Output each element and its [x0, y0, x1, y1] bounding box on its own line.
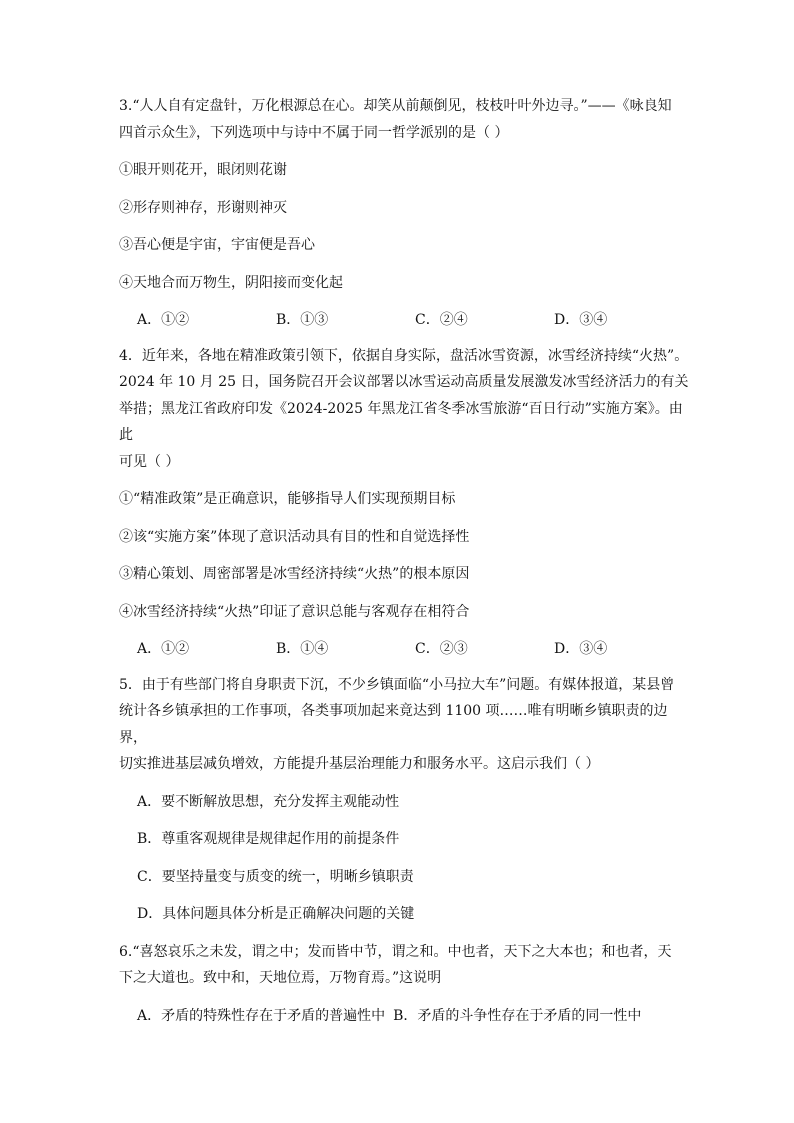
- question-5-stem-line-3: 切实推进基层减负增效，方能提升基层治理能力和服务水平。这启示我们（ ）: [119, 756, 600, 772]
- question-6-options: [119, 1003, 694, 1030]
- question-3-stem-line-1: 3.“人人自有定盘针，万化根源总在心。却笑从前颠倒见，枝枝叶叶外边寻。”——《咏良知: [119, 98, 672, 114]
- question-4: [119, 343, 694, 663]
- question-3: [119, 93, 694, 334]
- question-4-statement-2: ②该“实施方案”体现了意识活动具有目的性和自觉选择性: [119, 528, 470, 545]
- question-3-statement-3: ③吾心便是宇宙，宇宙便是吾心: [119, 237, 315, 253]
- question-4-option-d[interactable]: D．③④: [554, 641, 608, 657]
- question-4-stem-line-2: 2024 年 10 月 25 日，国务院召开会议部署以冰雪运动高质量发展激发冰雪经济活力的有关: [119, 374, 689, 390]
- question-3-statement-2: ②形存则神存，形谢则神灭: [119, 199, 287, 216]
- question-4-stem-line-3: 举措；黑龙江省政府印发《2024-2025 年黑龙江省冬季冰雪旅游“百日行动”实施方案》。由此: [119, 400, 683, 443]
- question-4-statement-1: ①“精准政策”是正确意识，能够指导人们实现预期目标: [119, 491, 456, 507]
- question-3-option-a[interactable]: A．①②: [137, 312, 190, 328]
- question-3-statement-4: ④天地合而万物生，阴阳接而变化起: [119, 274, 343, 291]
- question-4-stem-line-4: 可见（ ）: [119, 453, 180, 470]
- question-4-statement-4: ④冰雪经济持续“火热”印证了意识总能与客观存在相符合: [119, 603, 470, 620]
- question-4-option-c[interactable]: C．②③: [415, 641, 468, 657]
- question-6-option-a[interactable]: A．矛盾的特殊性存在于矛盾的普遍性中: [137, 1007, 386, 1024]
- question-5-stem-line-2: 统计各乡镇承担的工作事项，各类事项加起来竟达到 1100 项……唯有明晰乡镇职责的边界，: [119, 703, 668, 746]
- question-3-option-d[interactable]: D．③④: [554, 312, 608, 328]
- question-4-statement-3: ③精心策划、周密部署是冰雪经济持续“火热”的根本原因: [119, 566, 470, 582]
- question-6-stem-line-2: 下之大道也。致中和，天地位焉，万物育焉。”这说明: [119, 970, 442, 986]
- question-3-options: [119, 307, 694, 334]
- question-3-stem-line-2: 四首示众生》，下列选项中与诗中不属于同一哲学派别的是（ ）: [119, 124, 509, 141]
- question-6-stem-line-1: 6.“喜怒哀乐之未发，谓之中；发而皆中节，谓之和。中也者，天下之大本也；和也者，天: [119, 943, 672, 960]
- question-5-option-d[interactable]: D．具体问题具体分析是正确解决问题的关键: [137, 906, 415, 922]
- question-3-option-b[interactable]: B．①③: [276, 312, 329, 328]
- question-4-options: [119, 636, 694, 663]
- question-5-stem-line-1: 5．由于有些部门将自身职责下沉，不少乡镇面临“小马拉大车”问题。有媒体报道，某县曾: [119, 676, 675, 693]
- question-3-option-c[interactable]: C．②④: [415, 312, 468, 328]
- question-6: [119, 939, 694, 1030]
- question-4-stem-line-1: 4．近年来，各地在精准政策引领下，依据自身实际，盘活冰雪资源，冰雪经济持续“火热”。: [119, 347, 689, 364]
- question-3-statement-1: ①眼开则花开，眼闭则花谢: [119, 162, 287, 178]
- question-5-option-b[interactable]: B．尊重客观规律是规律起作用的前提条件: [137, 831, 400, 847]
- question-5-option-c[interactable]: C．要坚持量变与质变的统一，明晰乡镇职责: [137, 868, 414, 885]
- question-5: [119, 672, 694, 928]
- question-4-option-a[interactable]: A．①②: [137, 641, 190, 657]
- question-4-option-b[interactable]: B．①④: [276, 641, 329, 657]
- question-6-option-b[interactable]: B．矛盾的斗争性存在于矛盾的同一性中: [393, 1007, 642, 1024]
- question-5-option-a[interactable]: A．要不断解放思想，充分发挥主观能动性: [137, 793, 400, 810]
